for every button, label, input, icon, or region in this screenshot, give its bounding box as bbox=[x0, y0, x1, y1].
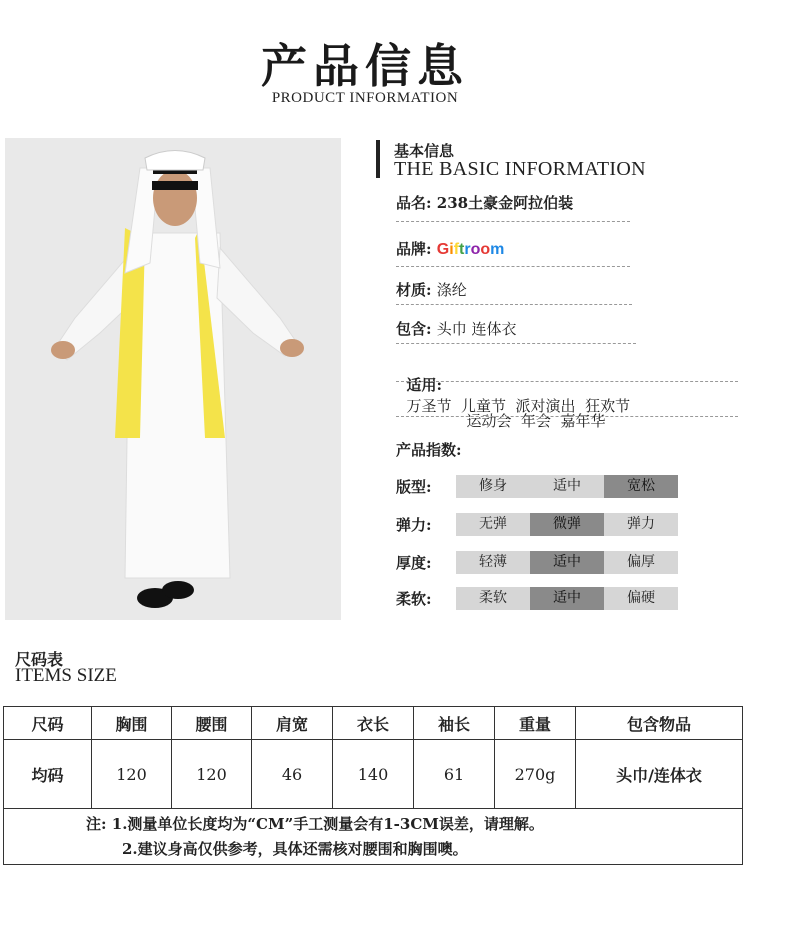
info-label: 材质: bbox=[396, 281, 432, 299]
divider bbox=[396, 221, 630, 222]
table-header-row bbox=[4, 707, 743, 740]
material-value: 涤纶 bbox=[436, 281, 467, 299]
info-label: 品名: bbox=[396, 194, 432, 212]
includes-value: 头巾 连体衣 bbox=[436, 320, 517, 338]
size-note bbox=[4, 809, 743, 865]
info-label: 包含: bbox=[396, 320, 432, 338]
table-header: 肩宽 bbox=[252, 707, 333, 740]
page-subtitle: PRODUCT INFORMATION bbox=[271, 90, 459, 106]
divider bbox=[396, 266, 630, 267]
occasions-value: 万圣节 儿童节 派对演出 狂欢节 bbox=[406, 397, 631, 415]
table-note-row bbox=[4, 809, 743, 865]
size-note-line-2: 2.建议身高仅供参考，具体还需核对腰围和胸围噢。 bbox=[122, 839, 468, 858]
page-title: 产品信息 bbox=[261, 39, 469, 93]
table-cell: 46 bbox=[252, 740, 333, 809]
table-row bbox=[4, 740, 743, 809]
index-option: 无弹 bbox=[456, 513, 530, 536]
table-header: 重量 bbox=[495, 707, 576, 740]
table-cell: 120 bbox=[172, 740, 252, 809]
table-header: 胸围 bbox=[92, 707, 172, 740]
info-row-occasions-2 bbox=[456, 392, 606, 431]
index-label-softness: 柔软: bbox=[396, 590, 432, 608]
size-note-line-1: 注: 1.测量单位长度均为“CM”手工测量会有1-3CM误差，请理解。 bbox=[86, 814, 544, 833]
product-photo bbox=[5, 138, 341, 620]
table-cell: 头巾/连体衣 bbox=[576, 740, 743, 809]
info-row-material bbox=[396, 279, 467, 300]
table-header: 尺码 bbox=[4, 707, 92, 740]
index-option: 轻薄 bbox=[456, 551, 530, 574]
table-cell: 140 bbox=[333, 740, 414, 809]
divider bbox=[396, 381, 738, 382]
table-cell: 270g bbox=[495, 740, 576, 809]
index-label-stretch: 弹力: bbox=[396, 516, 432, 534]
index-option: 偏硬 bbox=[604, 587, 678, 610]
index-title: 产品指数: bbox=[396, 441, 462, 459]
divider bbox=[396, 416, 738, 417]
index-option-selected: 宽松 bbox=[604, 475, 678, 498]
divider bbox=[396, 343, 636, 344]
index-option: 修身 bbox=[456, 475, 530, 498]
index-option-selected: 微弹 bbox=[530, 513, 604, 536]
table-cell: 120 bbox=[92, 740, 172, 809]
info-row-name bbox=[396, 192, 573, 213]
info-label: 适用: bbox=[406, 376, 442, 394]
section-accent-bar bbox=[376, 140, 380, 178]
index-option-selected: 适中 bbox=[530, 587, 604, 610]
size-chart-title-en: ITEMS SIZE bbox=[15, 665, 117, 686]
divider bbox=[396, 304, 632, 305]
index-label-thickness: 厚度: bbox=[396, 554, 432, 572]
index-option: 适中 bbox=[530, 475, 604, 498]
table-cell: 均码 bbox=[4, 740, 92, 809]
index-option-selected: 适中 bbox=[530, 551, 604, 574]
table-header: 袖长 bbox=[414, 707, 495, 740]
info-row-includes bbox=[396, 318, 517, 339]
size-table bbox=[3, 706, 743, 865]
product-name: 238土豪金阿拉伯装 bbox=[436, 194, 574, 212]
info-row-brand bbox=[396, 238, 504, 259]
table-header: 衣长 bbox=[333, 707, 414, 740]
size-chart-title: 尺码表 bbox=[15, 650, 64, 669]
basic-info-title: 基本信息 bbox=[394, 142, 455, 160]
index-option: 弹力 bbox=[604, 513, 678, 536]
basic-info-title-en: THE BASIC INFORMATION bbox=[394, 158, 646, 180]
occasions-value-2: 运动会 年会 嘉年华 bbox=[466, 412, 606, 430]
table-header: 腰围 bbox=[172, 707, 252, 740]
index-option: 偏厚 bbox=[604, 551, 678, 574]
brand-logo: Giftroom bbox=[436, 241, 505, 258]
index-option: 柔软 bbox=[456, 587, 530, 610]
index-label-fit: 版型: bbox=[396, 478, 432, 496]
info-label: 品牌: bbox=[396, 240, 432, 258]
table-header: 包含物品 bbox=[576, 707, 743, 740]
table-cell: 61 bbox=[414, 740, 495, 809]
